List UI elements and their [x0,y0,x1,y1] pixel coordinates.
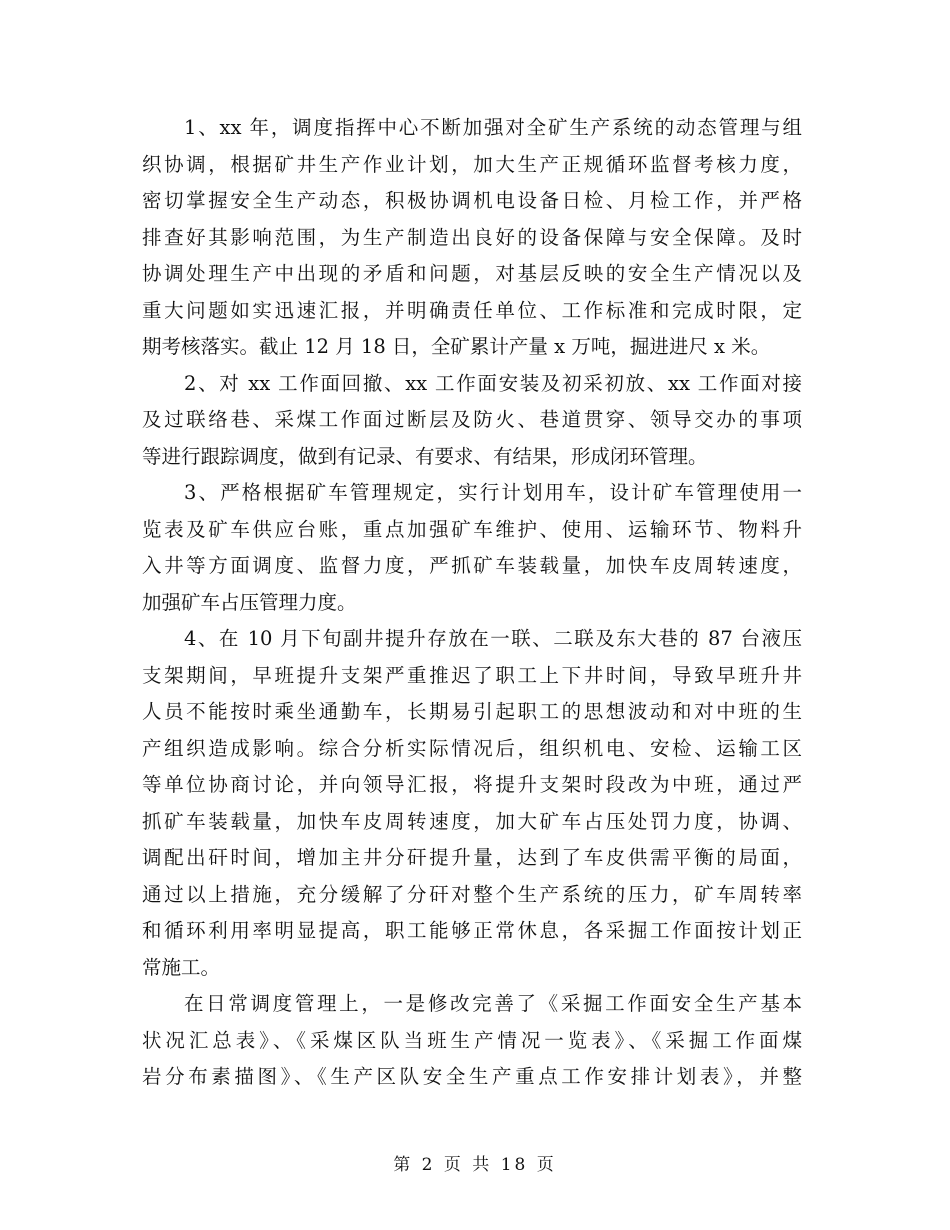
text-line: 产组织造成影响。综合分析实际情况后，组织机电、安检、运输工区 [142,736,802,760]
text-line: 状况汇总表》、《采煤区队当班生产情况一览表》、《采掘工作面煤 [142,1028,802,1052]
text-line: 等单位协商讨论，并向领导汇报，将提升支架时段改为中班，通过严 [142,773,802,796]
text-line: 支架期间，早班提升支架严重推迟了职工上下井时间，导致早班升井 [142,663,802,687]
text-line: 密切掌握安全生产动态，积极协调机电设备日检、月检工作，并严格 [142,189,802,212]
text-line: 1、xx 年，调度指挥中心不断加强对全矿生产系统的动态管理与组 [184,116,802,139]
text-line: 和循环利用率明显提高，职工能够正常休息，各采掘工作面按计划正 [142,919,802,942]
text-line: 入井等方面调度、监督力度，严抓矿车装载量，加快车皮周转速度， [142,554,802,577]
text-line: 及过联络巷、采煤工作面过断层及防火、巷道贯穿、领导交办的事项 [142,408,802,431]
page-number-footer: 第 2 页 共 18 页 [393,1155,557,1175]
text-line: 调配出矸时间，增加主井分矸提升量，达到了车皮供需平衡的局面， [142,846,802,869]
text-line: 岩分布素描图》、《生产区队安全生产重点工作安排计划表》，并整 [142,1065,802,1088]
text-line: 2、对 xx 工作面回撤、xx 工作面安装及初采初放、xx 工作面对接 [184,371,802,395]
text-line: 协调处理生产中出现的矛盾和问题，对基层反映的安全生产情况以及 [142,262,802,285]
text-line: 加强矿车占压管理力度。 [142,590,357,614]
document-body [142,110,802,1096]
text-line: 通过以上措施，充分缓解了分矸对整个生产系统的压力，矿车周转率 [142,882,802,906]
text-line: 期考核落实。截止 12 月 18 日，全矿累计产量 x 万吨，掘进进尺 x 米。 [142,335,771,358]
text-line: 览表及矿车供应台账，重点加强矿车维护、使用、运输环节、物料升 [142,517,802,541]
text-line: 织协调，根据矿井生产作业计划，加大生产正规循环监督考核力度， [142,152,802,176]
text-line: 等进行跟踪调度，做到有记录、有要求、有结果，形成闭环管理。 [142,444,708,468]
text-line: 重大问题如实迅速汇报，并明确责任单位、工作标准和完成时限，定 [142,298,802,322]
text-line: 在日常调度管理上，一是修改完善了《采掘工作面安全生产基本 [184,992,802,1015]
text-line: 4、在 10 月下旬副井提升存放在一联、二联及东大巷的 87 台液压 [184,627,802,650]
text-line: 3、严格根据矿车管理规定，实行计划用车，设计矿车管理使用一 [184,481,802,504]
text-line: 常施工。 [142,955,221,979]
text-line: 人员不能按时乘坐通勤车，长期易引起职工的思想波动和对中班的生 [142,700,802,723]
text-line: 排查好其影响范围，为生产制造出良好的设备保障与安全保障。及时 [142,225,802,249]
text-line: 抓矿车装载量，加快车皮周转速度，加大矿车占压处罚力度，协调、 [142,809,802,833]
